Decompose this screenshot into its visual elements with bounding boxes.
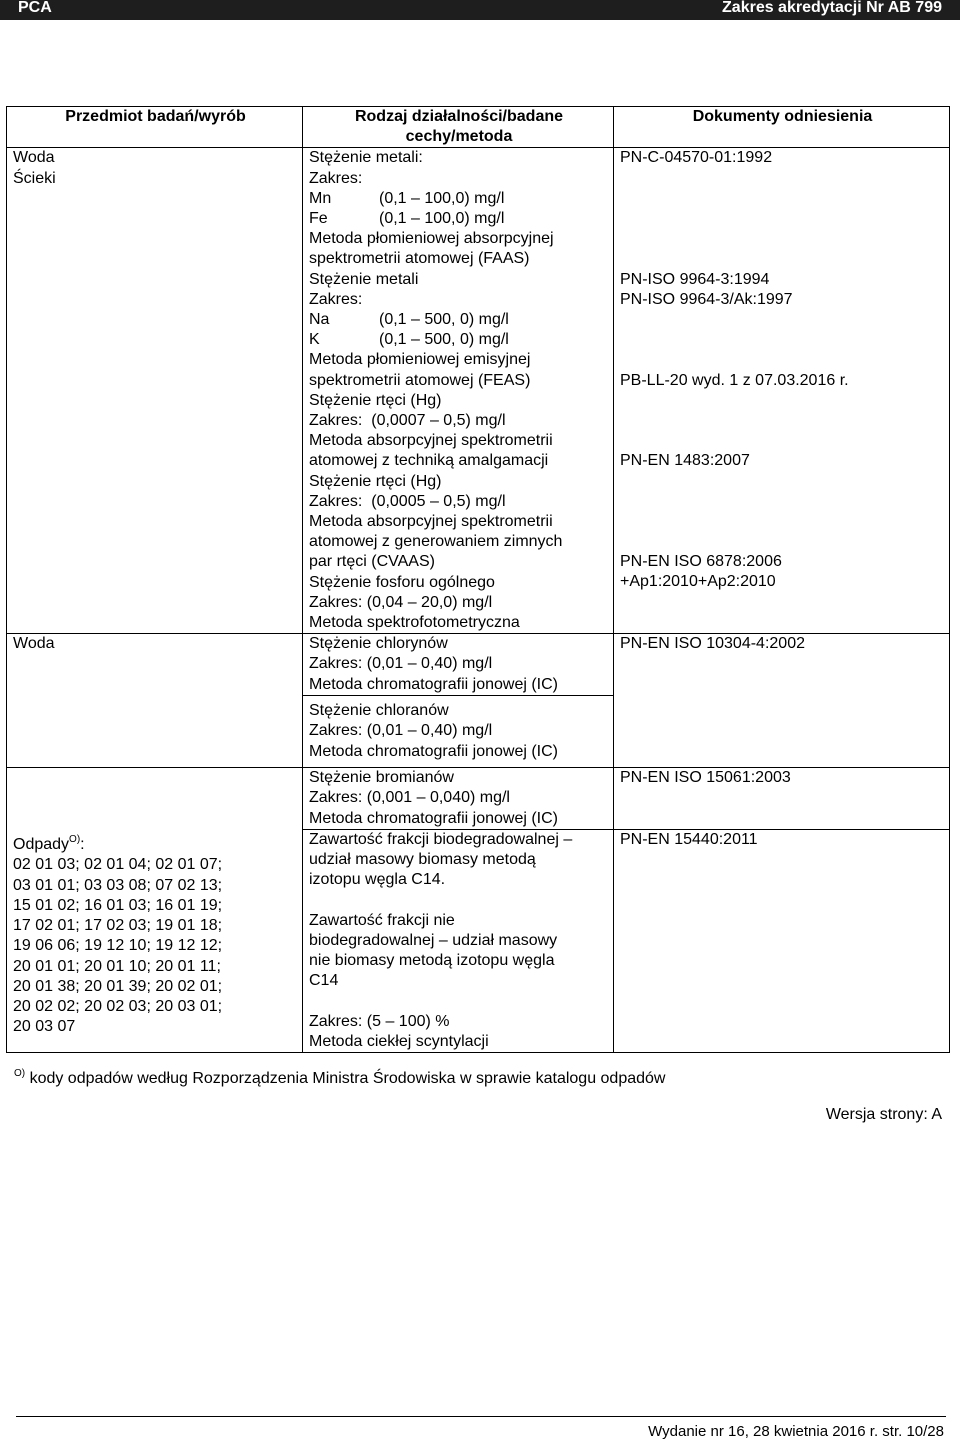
table-header-row <box>7 107 950 148</box>
header-org: PCA <box>18 0 52 16</box>
methods-cell: Zawartość frakcji biodegradowalnej – udział masowy biomasy metodą izotopu węgla C14. Zawartość frakcji nie biodegradowalnej – udział masowy nie biomasy metodą izotopu węgla C14 Zakres: (5 – 100) % Metoda ciekłej scyntylacji <box>303 829 614 1052</box>
header-title: Zakres akredytacji Nr AB 799 <box>722 0 942 16</box>
table-row <box>7 634 950 696</box>
header-subject: Przedmiot badań/wyrób <box>7 107 303 148</box>
page-header <box>0 0 960 20</box>
accreditation-table <box>6 106 950 1053</box>
subject-cell: Woda <box>7 634 303 768</box>
footnote: $^{O)}$ kody odpadów według Rozporządzenia Ministra Środowiska w sprawie katalogu odpadów <box>14 1068 666 1087</box>
table-row <box>7 768 950 830</box>
methods-cell: Stężenie chloranów Zakres: (0,01 – 0,40) mg/l Metoda chromatografii jonowej (IC) <box>303 696 614 768</box>
documents-cell: PN-EN ISO 10304-4:2002 <box>614 634 950 768</box>
footer-divider <box>16 1416 946 1417</box>
documents-cell: PN-EN 15440:2011 <box>614 829 950 1052</box>
subject-cell: Woda Ścieki <box>7 148 303 634</box>
header-documents: Dokumenty odniesienia <box>614 107 950 148</box>
documents-cell: PN-C-04570-01:1992 PN-ISO 9964-3:1994 PN-ISO 9964-3/Ak:1997 PB-LL-20 wyd. 1 z 07.03.2016 r. PN-EN 1483:2007 PN-EN ISO 6878:2006 +Ap1:2010+Ap2:2010 <box>614 148 950 634</box>
methods-cell: Stężenie metali: Zakres: Mn (0,1 – 100,0) mg/l Fe (0,1 – 100,0) mg/l Metoda płomieniowej absorpcyjnej spektrometrii atomowej (FAAS) Stężenie metali Zakres: Na (0,1 – 500, 0) mg/l K (0,1 – 500, 0) mg/l Metoda płomieniowej emisyjnej spektrometrii atomowej (FEAS) Stężenie rtęci (Hg) Zakres: (0,0007 – 0,5) mg/l Metoda absorpcyjnej spektrometrii atomowej z techniką amalgamacji Stężenie rtęci (Hg) Zakres: (0,0005 – 0,5) mg/l Metoda absorpcyjnej spektrometrii atomowej z generowaniem zimnych par rtęci (CVAAS) Stężenie fosforu ogólnego Zakres: (0,04 – 20,0) mg/l Metoda spektrofotometryczna <box>303 148 614 634</box>
subject-cell: Odpady$^{O)}$: 02 01 03; 02 01 04; 02 01 07; 03 01 01; 03 03 08; 07 02 13; 15 01 02; 16 01 03; 16 01 19; 17 02 01; 17 02 03; 19 01 18; 19 06 06; 19 12 10; 19 12 12; 20 01 01; 20 01 10; 20 01 11; 20 01 38; 20 01 39; 20 02 01; 20 02 02; 20 02 03; 20 03 01; 20 03 07 <box>7 768 303 1053</box>
page-footer: Wydanie nr 16, 28 kwietnia 2016 r. str. 10/28 <box>648 1423 944 1440</box>
page-version: Wersja strony: A <box>825 1106 942 1123</box>
methods-cell: Stężenie chlorynów Zakres: (0,01 – 0,40) mg/l Metoda chromatografii jonowej (IC) <box>303 634 614 696</box>
header-activity: Rodzaj działalności/badane cechy/metoda <box>303 107 614 148</box>
documents-cell: PN-EN ISO 15061:2003 <box>614 768 950 830</box>
methods-cell: Stężenie bromianów Zakres: (0,001 – 0,040) mg/l Metoda chromatografii jonowej (IC) <box>303 768 614 830</box>
table-row <box>7 148 950 634</box>
